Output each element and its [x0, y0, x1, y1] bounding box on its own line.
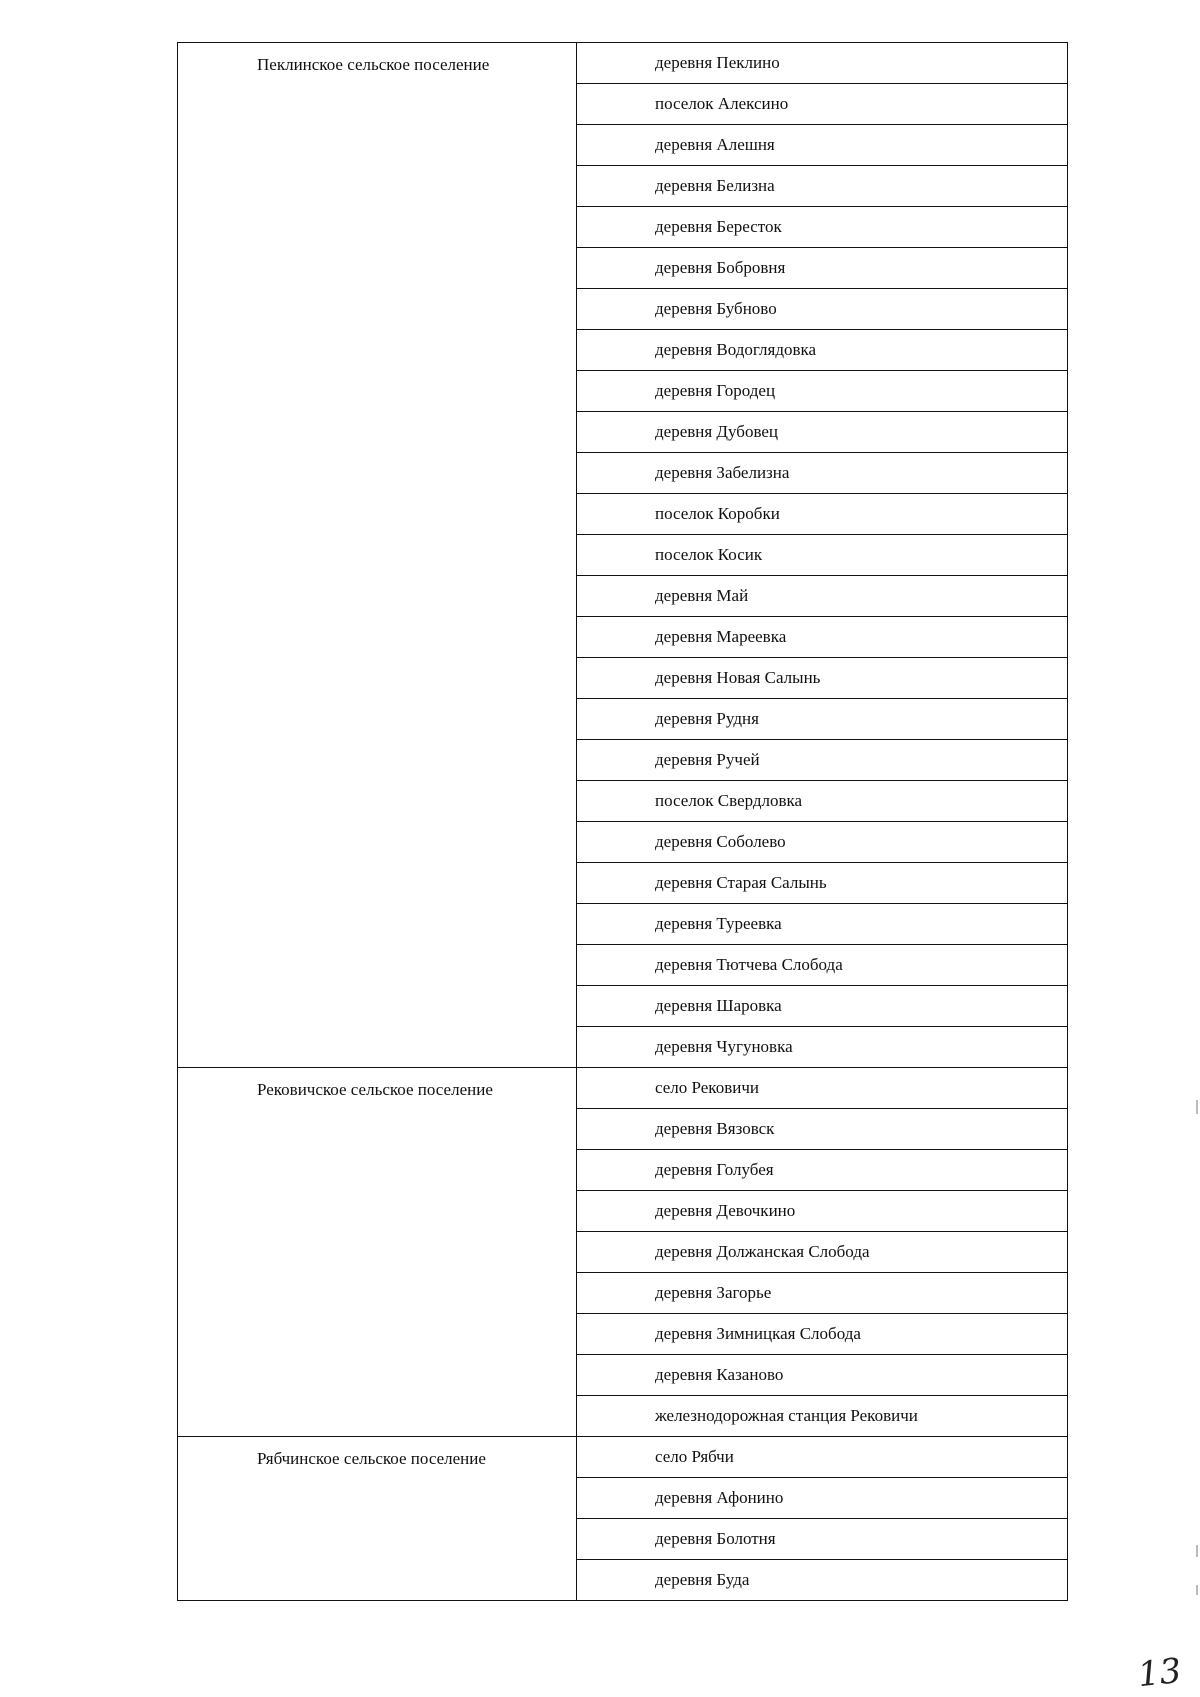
page-number: 13 — [1136, 1650, 1184, 1696]
scan-margin-mark — [1196, 1100, 1198, 1114]
locality-cell — [577, 1027, 1068, 1068]
locality-name: деревня Мареевка — [655, 627, 787, 646]
locality-cell — [577, 945, 1068, 986]
locality-cell — [577, 1560, 1068, 1601]
locality-name: деревня Май — [655, 586, 749, 605]
locality-cell — [577, 1109, 1068, 1150]
locality-cell — [577, 1273, 1068, 1314]
locality-cell — [577, 84, 1068, 125]
locality-name: деревня Туреевка — [655, 914, 782, 933]
settlement-name-cell — [178, 1068, 577, 1437]
locality-cell — [577, 1437, 1068, 1478]
table-row — [178, 43, 1068, 84]
locality-name: деревня Зимницкая Слобода — [655, 1324, 861, 1343]
locality-name: поселок Коробки — [655, 504, 780, 523]
locality-cell — [577, 1191, 1068, 1232]
locality-cell — [577, 535, 1068, 576]
locality-cell — [577, 1150, 1068, 1191]
locality-cell — [577, 43, 1068, 84]
locality-name: деревня Старая Салынь — [655, 873, 827, 892]
locality-cell — [577, 822, 1068, 863]
table-row — [178, 1068, 1068, 1109]
settlement-name: Рябчинское сельское поселение — [257, 1449, 486, 1468]
locality-cell — [577, 125, 1068, 166]
scan-margin-mark — [1196, 1545, 1198, 1557]
locality-name: село Рябчи — [655, 1447, 734, 1466]
locality-name: деревня Ручей — [655, 750, 760, 769]
table-row — [178, 1437, 1068, 1478]
locality-name: деревня Должанская Слобода — [655, 1242, 870, 1261]
locality-name: деревня Загорье — [655, 1283, 772, 1302]
locality-name: деревня Дубовец — [655, 422, 779, 441]
locality-name: деревня Соболево — [655, 832, 786, 851]
settlements-table — [177, 42, 1068, 1601]
locality-cell — [577, 658, 1068, 699]
locality-name: деревня Бересток — [655, 217, 782, 236]
locality-cell — [577, 1232, 1068, 1273]
locality-cell — [577, 863, 1068, 904]
locality-name: деревня Бобровня — [655, 258, 786, 277]
locality-name: деревня Афонино — [655, 1488, 784, 1507]
locality-name: деревня Городец — [655, 381, 776, 400]
locality-cell — [577, 576, 1068, 617]
locality-name: деревня Болотня — [655, 1529, 776, 1548]
locality-cell — [577, 781, 1068, 822]
locality-cell — [577, 453, 1068, 494]
locality-name: деревня Казаново — [655, 1365, 784, 1384]
locality-name: село Рековичи — [655, 1078, 759, 1097]
locality-name: деревня Тютчева Слобода — [655, 955, 843, 974]
locality-cell — [577, 1314, 1068, 1355]
locality-name: деревня Вязовск — [655, 1119, 775, 1138]
locality-cell — [577, 166, 1068, 207]
locality-cell — [577, 1068, 1068, 1109]
locality-name: поселок Свердловка — [655, 791, 803, 810]
locality-name: деревня Рудня — [655, 709, 759, 728]
locality-cell — [577, 330, 1068, 371]
locality-cell — [577, 904, 1068, 945]
locality-cell — [577, 1519, 1068, 1560]
locality-name: деревня Чугуновка — [655, 1037, 793, 1056]
locality-cell — [577, 289, 1068, 330]
locality-name: деревня Белизна — [655, 176, 775, 195]
settlement-name: Пеклинское сельское поселение — [257, 55, 490, 74]
settlement-name-cell — [178, 1437, 577, 1601]
locality-cell — [577, 617, 1068, 658]
locality-name: деревня Пеклино — [655, 53, 780, 72]
locality-cell — [577, 1396, 1068, 1437]
locality-name: деревня Девочкино — [655, 1201, 796, 1220]
locality-cell — [577, 740, 1068, 781]
locality-cell — [577, 494, 1068, 535]
scan-margin-mark — [1196, 1585, 1198, 1595]
locality-name: поселок Алексино — [655, 94, 789, 113]
locality-name: деревня Шаровка — [655, 996, 782, 1015]
locality-name: деревня Забелизна — [655, 463, 790, 482]
locality-name: деревня Новая Салынь — [655, 668, 821, 687]
locality-cell — [577, 1355, 1068, 1396]
settlement-name: Рековичское сельское поселение — [257, 1080, 493, 1099]
locality-name: деревня Водоглядовка — [655, 340, 817, 359]
locality-name: поселок Косик — [655, 545, 763, 564]
settlement-name-cell — [178, 43, 577, 1068]
locality-cell — [577, 699, 1068, 740]
locality-name: деревня Бубново — [655, 299, 777, 318]
locality-cell — [577, 1478, 1068, 1519]
locality-name: деревня Алешня — [655, 135, 775, 154]
locality-cell — [577, 248, 1068, 289]
locality-cell — [577, 412, 1068, 453]
locality-cell — [577, 986, 1068, 1027]
locality-name: деревня Буда — [655, 1570, 750, 1589]
locality-cell — [577, 207, 1068, 248]
locality-cell — [577, 371, 1068, 412]
locality-name: железнодорожная станция Рековичи — [655, 1406, 918, 1425]
locality-name: деревня Голубея — [655, 1160, 774, 1179]
table-body — [178, 43, 1068, 1601]
